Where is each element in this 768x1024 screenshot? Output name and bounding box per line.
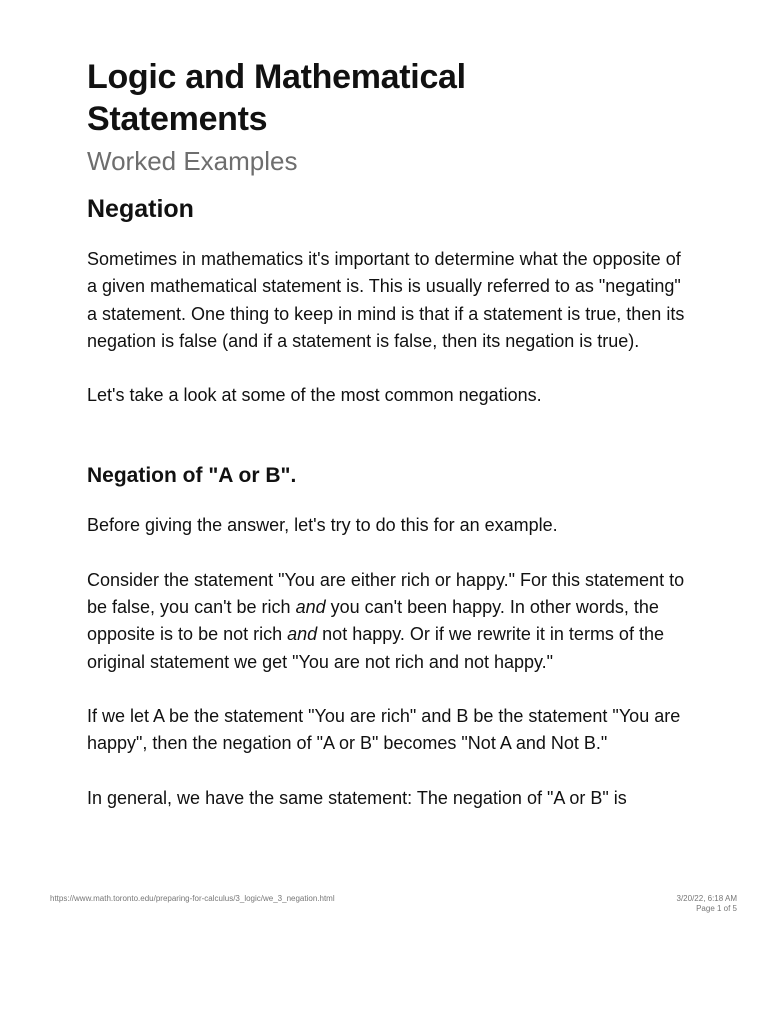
- consider-text-1: Consider the statement "You are either rich or happy." For this statement to be false, you can't be rich: [87, 569, 685, 618]
- footer-url: https://www.math.toronto.edu/preparing-for-calculus/3_logic/we_3_negation.html: [50, 894, 335, 903]
- title-line-2: Statements: [87, 100, 268, 138]
- paragraph-intro: Sometimes in mathematics it's important to determine what the opposite of a given mathematical statement is. This is usually referred to as "negating" a statement. One thing to keep in mind is that if a statement is true, then its negation is false (and if a statement is false, then its negation is true).: [87, 249, 685, 351]
- title-line-1: Logic and Mathematical: [87, 58, 466, 96]
- section-heading-negation: Negation: [87, 195, 194, 223]
- consider-text-2: you can't been happy. In other words, the opposite is to be not rich: [87, 597, 659, 645]
- paragraph-consider-statement: [87, 567, 687, 676]
- document-page: [87, 56, 687, 812]
- paragraph-before-answer: Before giving the answer, let's try to do this for an example.: [87, 515, 558, 536]
- consider-text-3: not happy. Or if we rewrite it in terms of the original statement we get "You are not rich and not happy.": [87, 624, 664, 672]
- document-title: [87, 56, 687, 140]
- document-subtitle: Worked Examples: [87, 146, 298, 176]
- footer-datetime: 3/20/22, 6:18 AM: [676, 894, 737, 903]
- footer-meta: [677, 894, 738, 914]
- emphasis-and-2: and: [287, 624, 318, 645]
- paragraph-let-a-b: If we let A be the statement "You are rich" and B be the statement "You are happy", then the negation of "A or B" becomes "Not A and Not B.": [87, 705, 681, 754]
- paragraph-common-negations: Let's take a look at some of the most common negations.: [87, 385, 542, 406]
- footer-page-number: Page 1 of 5: [696, 904, 737, 913]
- paragraph-in-general: In general, we have the same statement: The negation of "A or B" is: [87, 787, 627, 808]
- subsection-heading-a-or-b: Negation of "A or B".: [87, 464, 297, 488]
- emphasis-and-1: and: [295, 597, 326, 618]
